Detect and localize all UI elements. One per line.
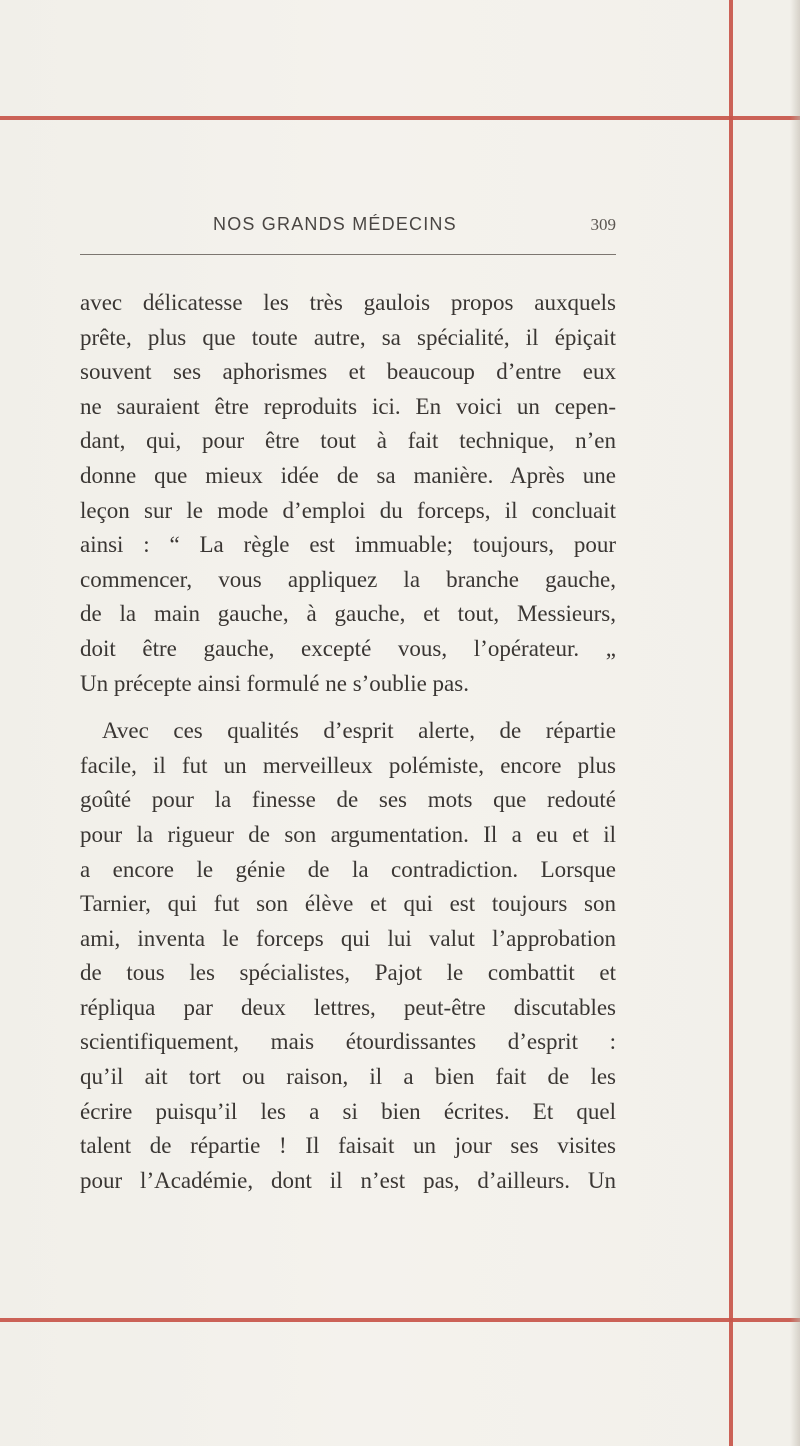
text-line: de tous les spécialistes, Pajot le combattit et [80,960,616,986]
text-line: de la main gauche, à gauche, et tout, Messieurs, [80,601,616,627]
paragraph-2 [80,714,616,1198]
paragraph-gap [80,701,616,714]
text-line: répliqua par deux lettres, peut-être discutables [80,994,616,1020]
header-rule [80,254,616,255]
text-line: ami, inventa le forceps qui lui valut l’approbation [80,925,616,951]
text-line: prête, plus que toute autre, sa spécialité, il épiçait [80,324,616,350]
top-red-rule [0,116,800,120]
text-line: donne que mieux idée de sa manière. Après une [80,462,616,488]
running-title: NOS GRANDS MÉDECINS [213,214,457,234]
text-line: facile, il fut un merveilleux polémiste, encore plus [80,752,616,778]
text-line: avec délicatesse les très gaulois propos auxquels [80,290,616,315]
text-line: leçon sur le mode d’emploi du forceps, il concluait [80,497,616,523]
text-line: pour la rigueur de son argumentation. Il a eu et il [80,821,616,847]
text-line: Tarnier, qui fut son élève et qui est toujours son [80,891,616,917]
text-line: Avec ces qualités d’esprit alerte, de répartie [102,718,616,744]
text-line: talent de répartie ! Il faisait un jour ses visites [80,1133,616,1159]
text-line: ainsi : “ La règle est immuable; toujours, pour [80,532,616,558]
text-line: pour l’Académie, dont il n’est pas, d’ailleurs. Un [80,1167,616,1193]
text-line: qu’il ait tort ou raison, il a bien fait de les [80,1064,616,1090]
text-line: Un précepte ainsi formulé ne s’oublie pas. [80,670,469,696]
page-number: 309 [590,215,616,234]
bottom-red-rule [0,1318,800,1322]
text-line: a encore le génie de la contradiction. Lorsque [80,856,616,882]
text-line: goûté pour la finesse de ses mots que redouté [80,787,616,813]
text-line: ne sauraient être reproduits ici. En voici un cepen- [80,393,616,419]
page-edge-shadow [790,0,800,1446]
text-line: scientifiquement, mais étourdissantes d’esprit : [80,1029,616,1055]
text-line: écrire puisqu’il les a si bien écrites. Et quel [80,1098,616,1124]
text-line: doit être gauche, excepté vous, l’opérateur. „ [80,635,616,661]
text-line: commencer, vous appliquez la branche gauche, [80,566,616,592]
right-red-rule [729,0,733,1446]
text-line: souvent ses aphorismes et beaucoup d’entre eux [80,359,616,385]
running-head [80,214,616,244]
paragraph-1 [80,286,616,701]
text-line: dant, qui, pour être tout à fait technique, n’en [80,428,616,454]
body-text [80,286,616,1198]
